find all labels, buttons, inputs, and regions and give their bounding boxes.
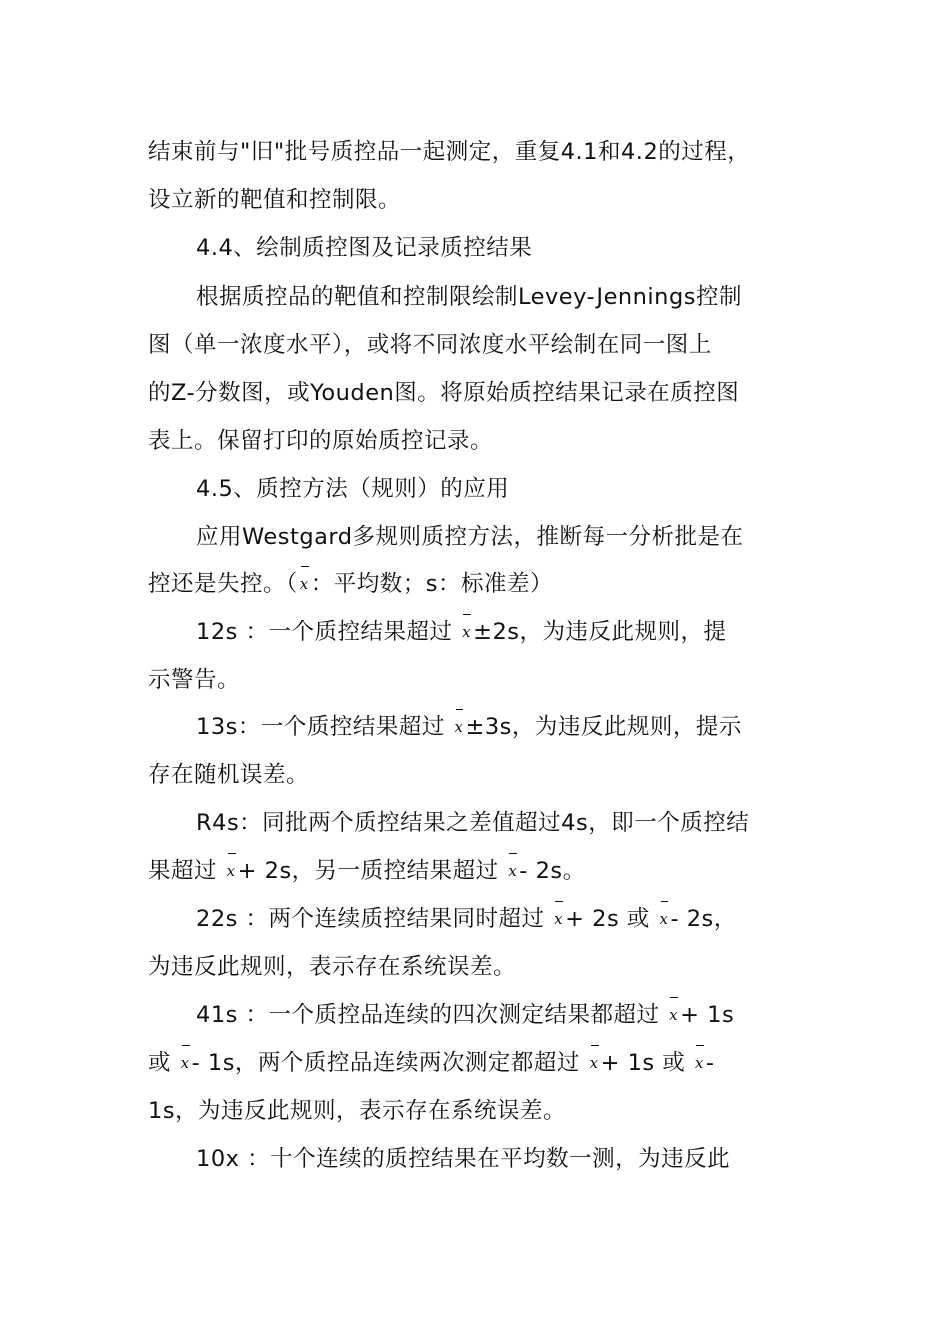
rule-text: 12s ：一个质控结果超过 <box>196 619 461 645</box>
heading-text: 4.5、质控方法（规则）的应用 <box>196 476 510 502</box>
rule-text: + 2s 或 <box>565 906 658 932</box>
line-text: - 1s，两个质控品连续两次测定都超过 <box>191 1050 588 1076</box>
section-heading <box>196 472 808 506</box>
text-line <box>148 663 808 697</box>
line-text: 图（单一浓度水平），或将不同浓度水平绘制在同一图上 <box>148 332 712 358</box>
rule-text: 41s ：一个质控品连续的四次测定结果都超过 <box>196 1002 668 1028</box>
rule-text: - 2s， <box>670 906 737 932</box>
text-line <box>148 328 808 362</box>
mean-symbol: x <box>695 1046 704 1080</box>
rule-text: 13s：一个质控结果超过 <box>196 714 453 740</box>
rule-line <box>196 710 808 744</box>
line-text: 结束前与"旧"批号质控品一起测定，重复4.1和4.2的过程， <box>148 139 751 165</box>
line-text: - <box>705 1050 715 1076</box>
text-line <box>148 424 808 458</box>
text-line <box>196 280 808 314</box>
text-line <box>148 758 808 792</box>
rule-text: + 1s <box>680 1002 735 1028</box>
line-text: 或 <box>148 1050 179 1076</box>
rule-text: 22s ：两个连续质控结果同时超过 <box>196 906 553 932</box>
mean-symbol: x <box>554 902 563 936</box>
rule-line <box>196 902 808 936</box>
line-text: 果超过 <box>148 858 225 884</box>
line-text: 根据质控品的靶值和控制限绘制Levey-Jennings控制 <box>196 284 742 310</box>
text-line <box>148 183 808 217</box>
text-line <box>196 520 808 554</box>
rule-text: ±3s，为违反此规则，提示 <box>465 714 742 740</box>
mean-symbol: x <box>462 615 471 649</box>
line-text: + 2s，另一质控结果超过 <box>237 858 507 884</box>
text-line <box>148 1046 808 1080</box>
line-text: - 2s。 <box>519 858 586 884</box>
mean-symbol: x <box>669 998 678 1032</box>
section-heading <box>196 231 808 265</box>
text-line <box>148 376 808 410</box>
mean-symbol: x <box>300 567 309 601</box>
mean-symbol: x <box>508 854 517 888</box>
text-line <box>148 854 808 888</box>
mean-symbol: x <box>455 710 464 744</box>
line-text: 的Z-分数图，或Youden图。将原始质控结果记录在质控图 <box>148 380 740 406</box>
line-text: 存在随机误差。 <box>148 762 310 788</box>
text-line <box>148 950 808 984</box>
line-text: 控还是失控。（ <box>148 571 298 597</box>
mean-symbol: x <box>227 854 236 888</box>
rule-text: ±2s，为违反此规则，提 <box>473 619 727 645</box>
line-text: 应用Westgard多规则质控方法，推断每一分析批是在 <box>196 524 744 550</box>
rule-line <box>196 615 808 649</box>
rule-text: 10x ：十个连续的质控结果在平均数一测，为违反此 <box>196 1146 731 1172</box>
line-text: 表上。保留打印的原始质控记录。 <box>148 428 494 454</box>
text-line <box>148 1094 808 1128</box>
line-text: 1s，为违反此规则，表示存在系统误差。 <box>148 1098 567 1124</box>
line-text: 为违反此规则，表示存在系统误差。 <box>148 954 517 980</box>
mean-symbol: x <box>660 902 669 936</box>
line-text: + 1s 或 <box>600 1050 693 1076</box>
rule-line <box>196 806 808 840</box>
line-text: ：平均数；s：标准差） <box>310 571 553 597</box>
text-line <box>148 567 808 601</box>
line-text: 设立新的靶值和控制限。 <box>148 187 402 213</box>
mean-symbol: x <box>181 1046 190 1080</box>
line-text: 示警告。 <box>148 667 241 693</box>
rule-line <box>196 1142 808 1176</box>
mean-symbol: x <box>590 1046 599 1080</box>
rule-line <box>196 998 808 1032</box>
text-line <box>148 135 808 169</box>
rule-text: R4s：同批两个质控结果之差值超过4s，即一个质控结 <box>196 810 750 836</box>
heading-text: 4.4、绘制质控图及记录质控结果 <box>196 235 533 261</box>
